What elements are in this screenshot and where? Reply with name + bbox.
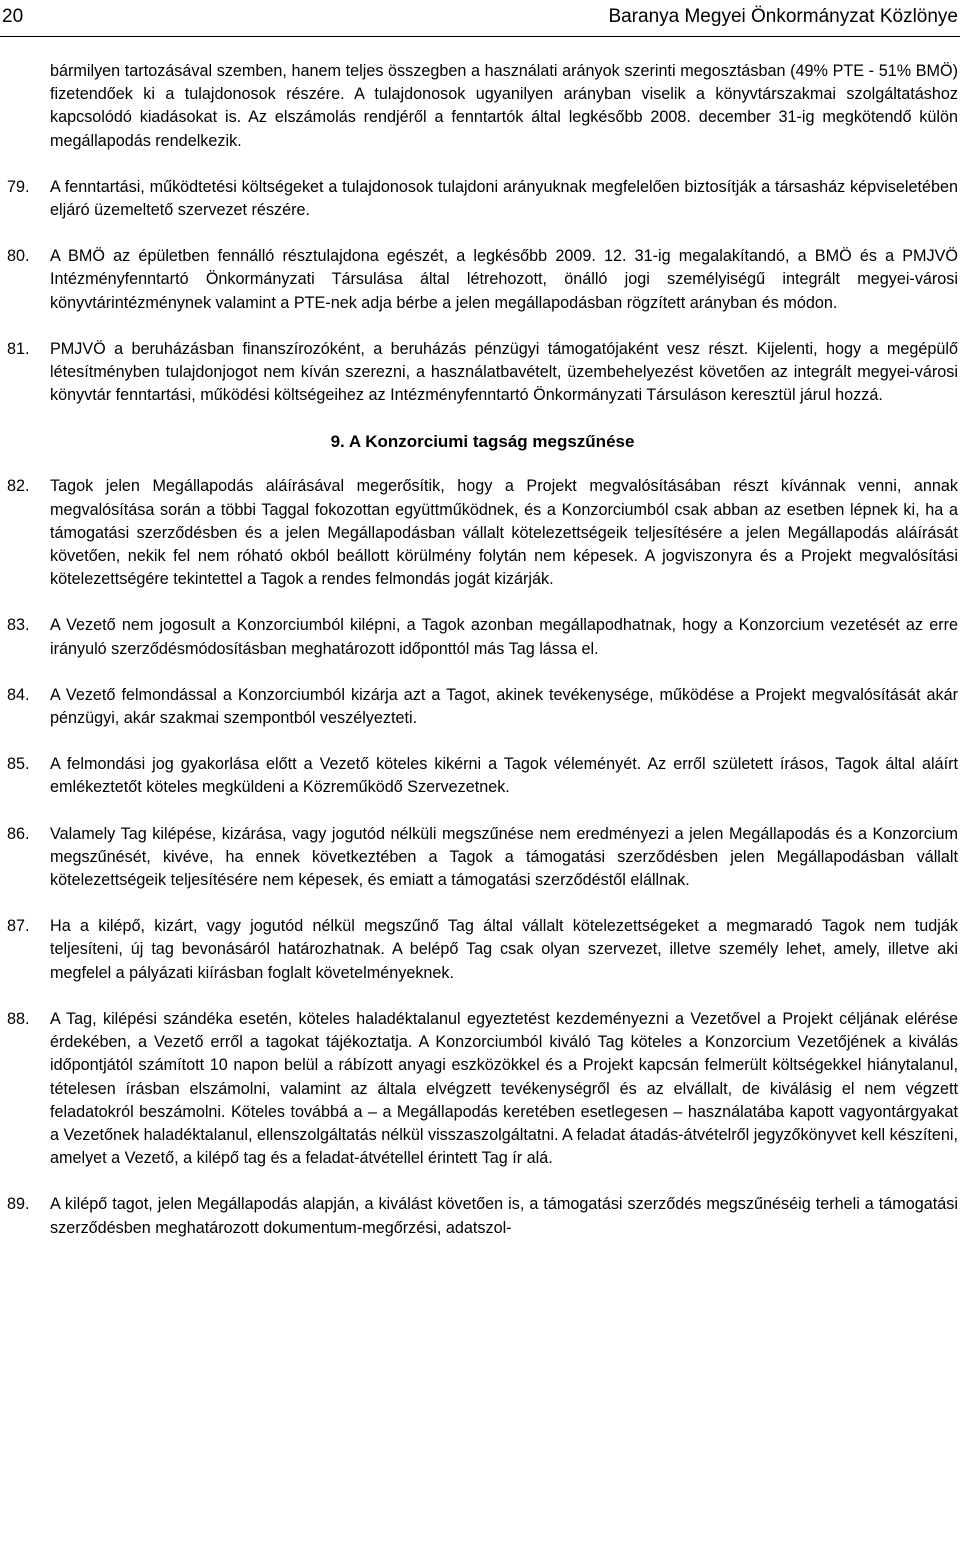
numbered-list-b [7, 475, 958, 1239]
numbered-paragraph [7, 915, 958, 985]
paragraph-text: Tagok jelen Megállapodás aláírásával megerősítik, hogy a Projekt megvalósításában részt kívánnak venni, annak megvalósítása során a többi Taggal fokozottan együttműködnek, és a Konzorciumból csak abban az esetben lépnek ki, ha a támogatási szerződésben és a jelen Megállapodásban vállalt kötelezettségeik teljesítésére a jelen Megállapodás aláírását követően, nekik fel nem róható okból beállott körülmény folytán nem képesek. A jogviszonyra és a Projekt megvalósítási kötelezettségére tekintettel a Tagok a rendes felmondás jogát kizárják. [50, 477, 958, 589]
document-body [7, 60, 958, 1263]
paragraph-text: A kilépő tagot, jelen Megállapodás alapján, a kiválást követően is, a támogatási szerződés megszűnéséig terheli a támogatási szerződésben meghatározott dokumentum-megőrzési, adatszol- [50, 1195, 958, 1237]
paragraph-text: A Tag, kilépési szándéka esetén, köteles haladéktalanul egyeztetést kezdeményezni a Vezetővel a Projekt céljának elérése érdekében, a Vezető erről a tagokat tájékoztatja. A Konzorciumból kiváló Tag köteles a Konzorcium Vezetőjének a kiválás időpontjától számított 10 napon belül a rábízott anyagi eszközökkel és a Projekt kapcsán felmerült költségekkel hiánytalanul, tételesen írásban elszámolni, valamint az általa elvégzett tevékenységről és az elvállalt, de kiválásig el nem végzett feladatokról beszámolni. Köteles továbbá a – a Megállapodás keretében esetlegesen – használatába kapott vagyontárgyakat a Vezetőnek haladéktalanul, ellenszolgáltatás nélkül visszaszolgáltatni. A feladat átadás-átvételről jegyzőkönyvet kell készíteni, amelyet a Vezető, a kilépő tag és a feladat-átvétellel érintett Tag ír alá. [50, 1009, 958, 1168]
paragraph-number: 85. [7, 755, 30, 774]
paragraph-text: A felmondási jog gyakorlása előtt a Vezető köteles kikérni a Tagok véleményét. Az erről született írásos, Tagok által aláírt emlékeztetőt köteles megküldeni a Közreműködő Szervezetnek. [50, 755, 958, 797]
paragraph-number: 87. [7, 917, 30, 936]
numbered-paragraph [7, 753, 958, 799]
numbered-paragraph [7, 245, 958, 315]
paragraph-number: 83. [7, 616, 30, 635]
paragraph-text: Valamely Tag kilépése, kizárása, vagy jogutód nélküli megszűnése nem eredményezi a jelen Megállapodás és a Konzorcium megszűnését, kivéve, ha ennek következtében a Tagok a támogatási szerződésben jelen Megállapodásban vállalt kötelezettségeik teljesítésére nem képesek, és emiatt a támogatási szerződéstől elállnak. [50, 824, 958, 890]
continued-paragraph: bármilyen tartozásával szemben, hanem teljes összegben a használati arányok szerinti megosztásban (49% PTE - 51% BMÖ) fizetendőek ki a tulajdonosok részére. A tulajdonosok ugyanilyen arányban viselik a könyvtárszakmai szolgáltatáshoz kapcsolódó kiadásokat is. Az elszámolás rendjéről a fenntartók által legkésőbb 2008. december 31-ig megkötendő külön megállapodás rendelkezik. [50, 62, 958, 150]
paragraph-number: 86. [7, 824, 30, 843]
paragraph-text: A Vezető felmondással a Konzorciumból kizárja azt a Tagot, akinek tevékenysége, működése a Projekt megvalósítását akár pénzügyi, akár szakmai szempontból veszélyezteti. [50, 685, 958, 728]
numbered-paragraph [7, 823, 958, 893]
numbered-paragraph [7, 684, 958, 730]
paragraph-number: 79. [7, 177, 30, 196]
numbered-paragraph [7, 475, 958, 591]
page-header [0, 0, 960, 37]
paragraph-number: 81. [7, 339, 30, 358]
page-number: 20 [2, 6, 24, 27]
numbered-paragraph [7, 1008, 958, 1170]
section-title: 9. A Konzorciumi tagság megszűnése [330, 432, 635, 452]
numbered-paragraph [7, 614, 958, 660]
paragraph-text: A fenntartási, működtetési költségeket a tulajdonosok tulajdoni arányuknak megfelelően biztosítják a társasház képviseletében eljáró üzemeltető szervezet részére. [50, 177, 958, 220]
paragraph-text: Ha a kilépő, kizárt, vagy jogutód nélkül megszűnő Tag által vállalt kötelezettségeket a megmaradó Tagok nem tudják teljesíteni, új tag bevonásáról határozhatnak. A belépő Tag csak olyan szervezet, illetve személy lehet, amely, illetve aki megfelel a pályázati kiírásban foglalt követelményeknek. [50, 917, 958, 982]
publication-title: Baranya Megyei Önkormányzat Közlönye [608, 6, 958, 27]
numbered-list-a [7, 176, 958, 408]
paragraph-number: 84. [7, 685, 30, 704]
paragraph-number: 80. [7, 247, 30, 266]
paragraph-number: 82. [7, 477, 30, 496]
numbered-paragraph [7, 176, 958, 222]
numbered-paragraph [7, 338, 958, 408]
paragraph-number: 88. [7, 1009, 30, 1028]
numbered-paragraph [7, 1193, 958, 1239]
paragraph-number: 89. [7, 1195, 30, 1214]
paragraph-text: A Vezető nem jogosult a Konzorciumból kilépni, a Tagok azonban megállapodhatnak, hogy a Konzorcium vezetését az erre irányuló szerződésmódosításban meghatározott időponttól más Tag lássa el. [50, 616, 958, 658]
paragraph-text: PMJVÖ a beruházásban finanszírozóként, a beruházás pénzügyi támogatójaként vesz részt. Kijelenti, hogy a megépülő létesítményben tulajdonjogot nem kíván szerezni, a használatbavételt, üzembehelyezést követően az integrált megyei-városi könyvtár fenntartási, működési költségeihez az Intézményfenntartó Önkormányzati Társuláson keresztül járul hozzá. [50, 339, 958, 405]
paragraph-text: A BMÖ az épületben fennálló résztulajdona egészét, a legkésőbb 2009. 12. 31-ig megalakítandó, a BMÖ és a PMJVÖ Intézményfenntartó Önkormányzati Társulása által létrehozott, önálló jogi személyiségű integrált megyei-városi könyvtárintézménynek valamint a PTE-nek adja bérbe a jelen megállapodásban rögzített arányban és módon. [50, 247, 958, 312]
